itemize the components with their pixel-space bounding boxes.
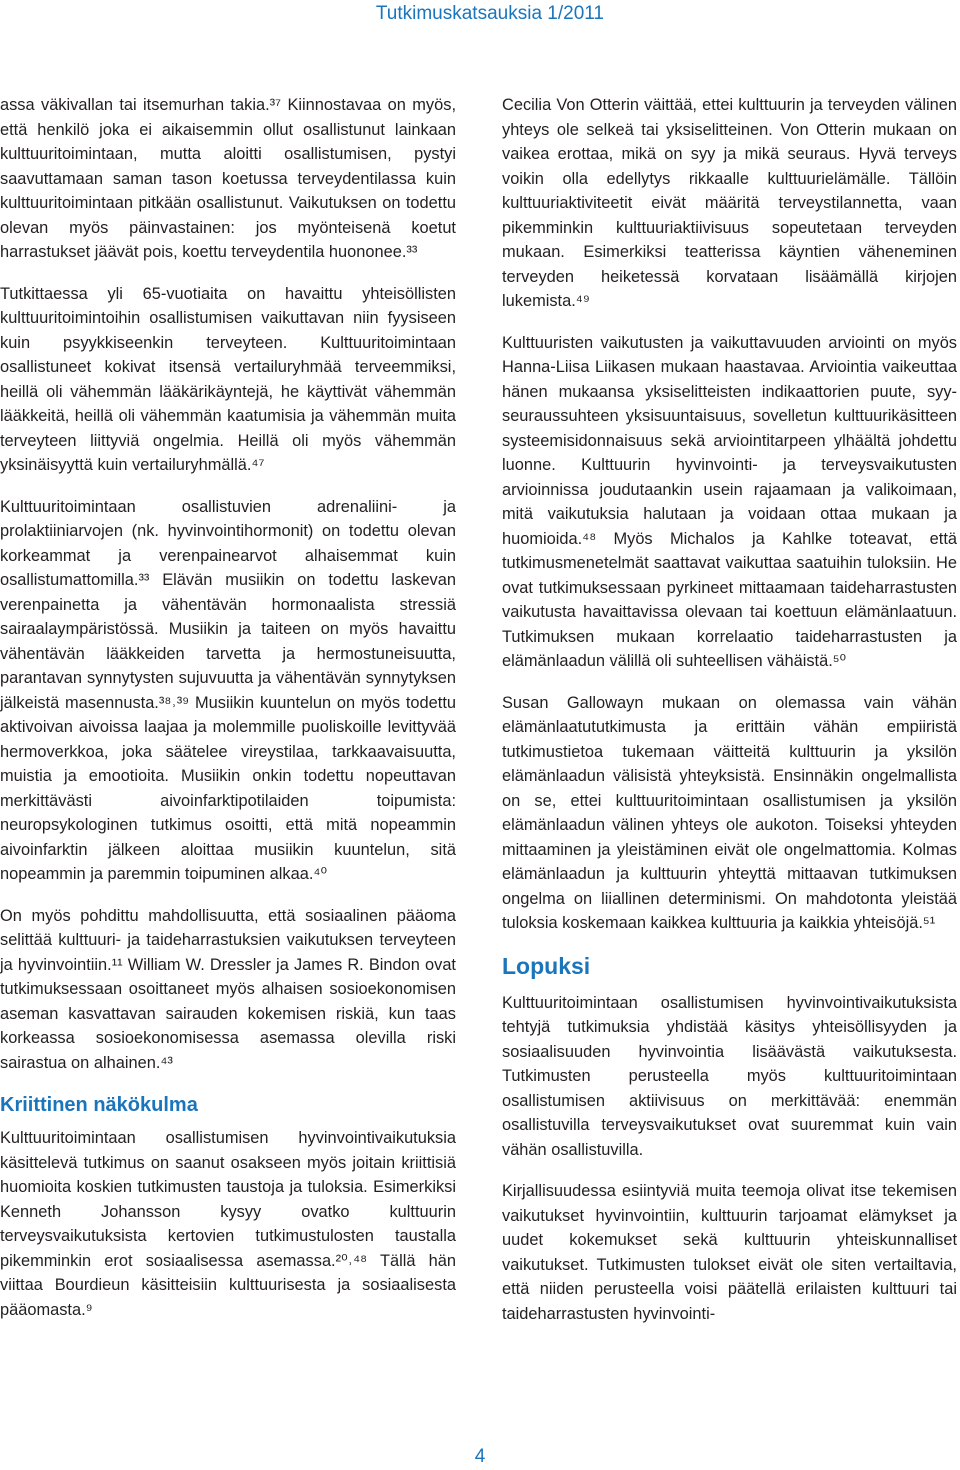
publication-title: Tutkimuskatsauksia 1/2011 [375,3,604,24]
paragraph: Susan Gallowayn mukaan on olemassa vain vähän elämänlaatututkimusta ja erittäin vähän empiiristä tutkimustietoa tukemaan väitteitä kulttuurin ja yksilön elämänlaadun välisistä yhteyksistä. Ensinnäkin ongelmallista on se, ettei kulttuuritoimintaan osallistumisen ja yksilön elämänlaadun välinen yhteys ole aukoton. Toiseksi yhteyden mittaaminen ja yleistäminen eivät ole ongelmattomia. Kolmas elämänlaadun ja kulttuurin yhteyttä mittaavan tutkimuksen ongelma on liiallinen determinismi. On mahdotonta yleistää tuloksia koskemaan kaikkea kulttuuria ja kaikkia yhteisöjä.⁵¹ [502,693,957,932]
paragraph: Kulttuuristen vaikutusten ja vaikuttavuuden arviointi on myös Hanna-Liisa Liikasen mukaan haastavaa. Arviointia vaikeuttaa hänen mukaansa yksiselitteisten indikaattorien puute, syy-seuraussuhteen yksisuuntaisuus, sovelletun kulttuurikäsitteen systeemisidonnaisuus sekä arviointitarpeen ylhäältä johdettu luonne. Kulttuurin hyvinvointi- ja terveysvaikutusten arvioinnissa joudutaankin usein rajaamaan ja valikoimaan, mitä vaikutuksia halutaan ja voidaan ottaa mukaan ja huomioida.⁴⁸ Myös Michalos ja Kahlke toteavat, että tutkimusmenetelmät saattavat vaikuttaa saatuihin tuloksiin. He ovat tutkimuksessaan pyrkineet mittaamaan taideharrastusten vaikutusta havaittavissa olevaan tai koettuun elämänlaatuun. Tutkimuksen mukaan korrelaatio taideharrastusten ja elämänlaadun välillä oli suhteellisen vähäistä.⁵⁰ [502,333,957,670]
left-column [0,93,456,1339]
paragraph: Kulttuuritoimintaan osallistumisen hyvinvointivaikutuksia käsittelevä tutkimus on saanut osakseen myös joitain kriittisiä huomioita koskien tutkimusten taustoja ja tuloksia. Esimerkiksi Kenneth Johansson kysyy ovatko kulttuurin terveysvaikutuksista kertovien tutkimustulosten taustalla pikemminkin erot sosiaalisessa asemassa.²⁰˒⁴⁸ Tällä hän viittaa Bourdieun käsitteisiin kulttuurisesta ja sosiaalisesta pääomasta.⁹ [0,1129,456,1319]
paragraph: Tutkittaessa yli 65-vuotiaita on havaittu yhteisöllisten kulttuuritoimintoihin osallistumisen vaikuttavan niin fyysiseen kuin psyykkiseenkin terveyteen. Kulttuuritoimintaan osallistuneet kokivat itsensä vertailuryhmää terveemmiksi, heillä oli vähemmän lääkärikäyntejä, he käyttivät vähemmän lääkkeitä, heillä oli vähemmän kaatumisia ja vähemmän muita terveyteen liittyviä ongelmia. Heillä oli myös vähemmän yksinäisyyttä kuin vertailuryhmällä.⁴⁷ [0,284,456,474]
section-heading-critical: Kriittinen näkökulma [0,1094,198,1116]
paragraph: Cecilia Von Otterin väittää, ettei kulttuurin ja terveyden välinen yhteys ole selkeä tai yksiselitteinen. Von Otterin mukaan on vaikea erottaa, mikä on syy ja mikä seuraus. Hyvä terveys voikin olla edellytys rikkaalle kulttuurielämälle. Tällöin kulttuuriaktiviteetit eivät määritä terveystilannetta, vaan pikemminkin kulttuuriaktiivisuus sopeutetaan terveyden mukaan. Esimerkiksi teatterissa käyntien väheneminen terveyden heiketessä korvataan lisäämällä kirjojen lukemista.⁴⁹ [502,96,957,310]
section-heading-conclusion: Lopuksi [502,952,591,979]
paragraph: assa väkivallan tai itsemurhan takia.³⁷ Kiinnostavaa on myös, että henkilö joka ei aikaisemmin ollut osallistunut lainkaan kulttuuritoimintaan, mutta aloitti osallistumisen, pystyi saavuttamaan saman tason koetussa terveydentilassa kuin kulttuuritoimintaan pitkään osallistunut. Vaikutuksen on todettu olevan myös päinvastainen: jos myönteisenä koetut harrastukset jäävät pois, koettu terveydentila huononee.³³ [0,96,456,261]
paragraph: Kulttuuritoimintaan osallistuvien adrenaliini- ja prolaktiiniarvojen (nk. hyvinvointihormonit) on todettu olevan korkeammat ja verenpainearvot alhaisemmat kuin osallistumattomilla.³³ Elävän musiikin on todettu laskevan verenpainetta ja vähentävän hormonaalista stressiä sairaalaympäristössä. Musiikin ja taiteen on myös havaittu vähentävän lääkkeiden tarvetta ja hermostuneisuutta, parantavan synnytysten sujuvuutta ja vähentävän synnytyksen jälkeistä masennusta.³⁸˒³⁹ Musiikin kuuntelun on myös todettu aktivoivan aivoissa laajaa ja molemmille puoliskoille levittyvää hermoverkkoa, joka säätelee vireystilaa, tarkkaavaisuutta, muistia ja emootioita. Musiikin onkin todettu nopeuttavan merkittävästi aivoinfarktipotilaiden toipumista: neuropsykologinen tutkimus osoitti, että mitä nopeammin aivoinfarktin jälkeen aloittaa musiikin kuuntelun, sitä nopeammin ja paremmin toipuminen alkaa.⁴⁰ [0,497,456,883]
page-header [0,0,960,30]
paragraph: Kirjallisuudessa esiintyviä muita teemoja olivat itse tekemisen vaikutukset hyvinvointiin, kulttuurin tarjoamat elämykset ja uudet kokemukset sekä kulttuurin yhteiskunnalliset vaikutukset. Tutkimusten tulokset eivät ole siten vertailtavia, että niiden perusteella voisi päätellä erilaisten kulttuuri tai taideharrastusten hyvinvointi- [502,1182,957,1323]
paragraph: On myös pohdittu mahdollisuutta, että sosiaalinen pääoma selittää kulttuuri- ja taideharrastuksien vaikutuksen terveyteen ja hyvinvointiin.¹¹ William W. Dressler ja James R. Bindon ovat tutkimuksessaan osoittaneet myös alhaisen sosioekonomisen aseman kasvattavan sairauden kokemisen riskiä, kun taas korkeassa sosioekonomisessa asemassa olevilla riski sairastua on alhainen.⁴³ [0,906,456,1072]
page-number: 4 [474,1446,486,1467]
paragraph: Kulttuuritoimintaan osallistumisen hyvinvointivaikutuksista tehtyjä tutkimuksia yhdistää käsitys yhteisöllisyyden ja sosiaalisuuden hyvinvointia lisäävästä vaikutuksesta. Tutkimusten perusteella myös kulttuuritoimintaan osallistumisen aktiivisuus on merkittävää: enemmän osallistuvilla terveysvaikutukset ovat suuremmat kuin vain vähän osallistuvilla. [502,993,957,1159]
right-column [502,93,957,1343]
